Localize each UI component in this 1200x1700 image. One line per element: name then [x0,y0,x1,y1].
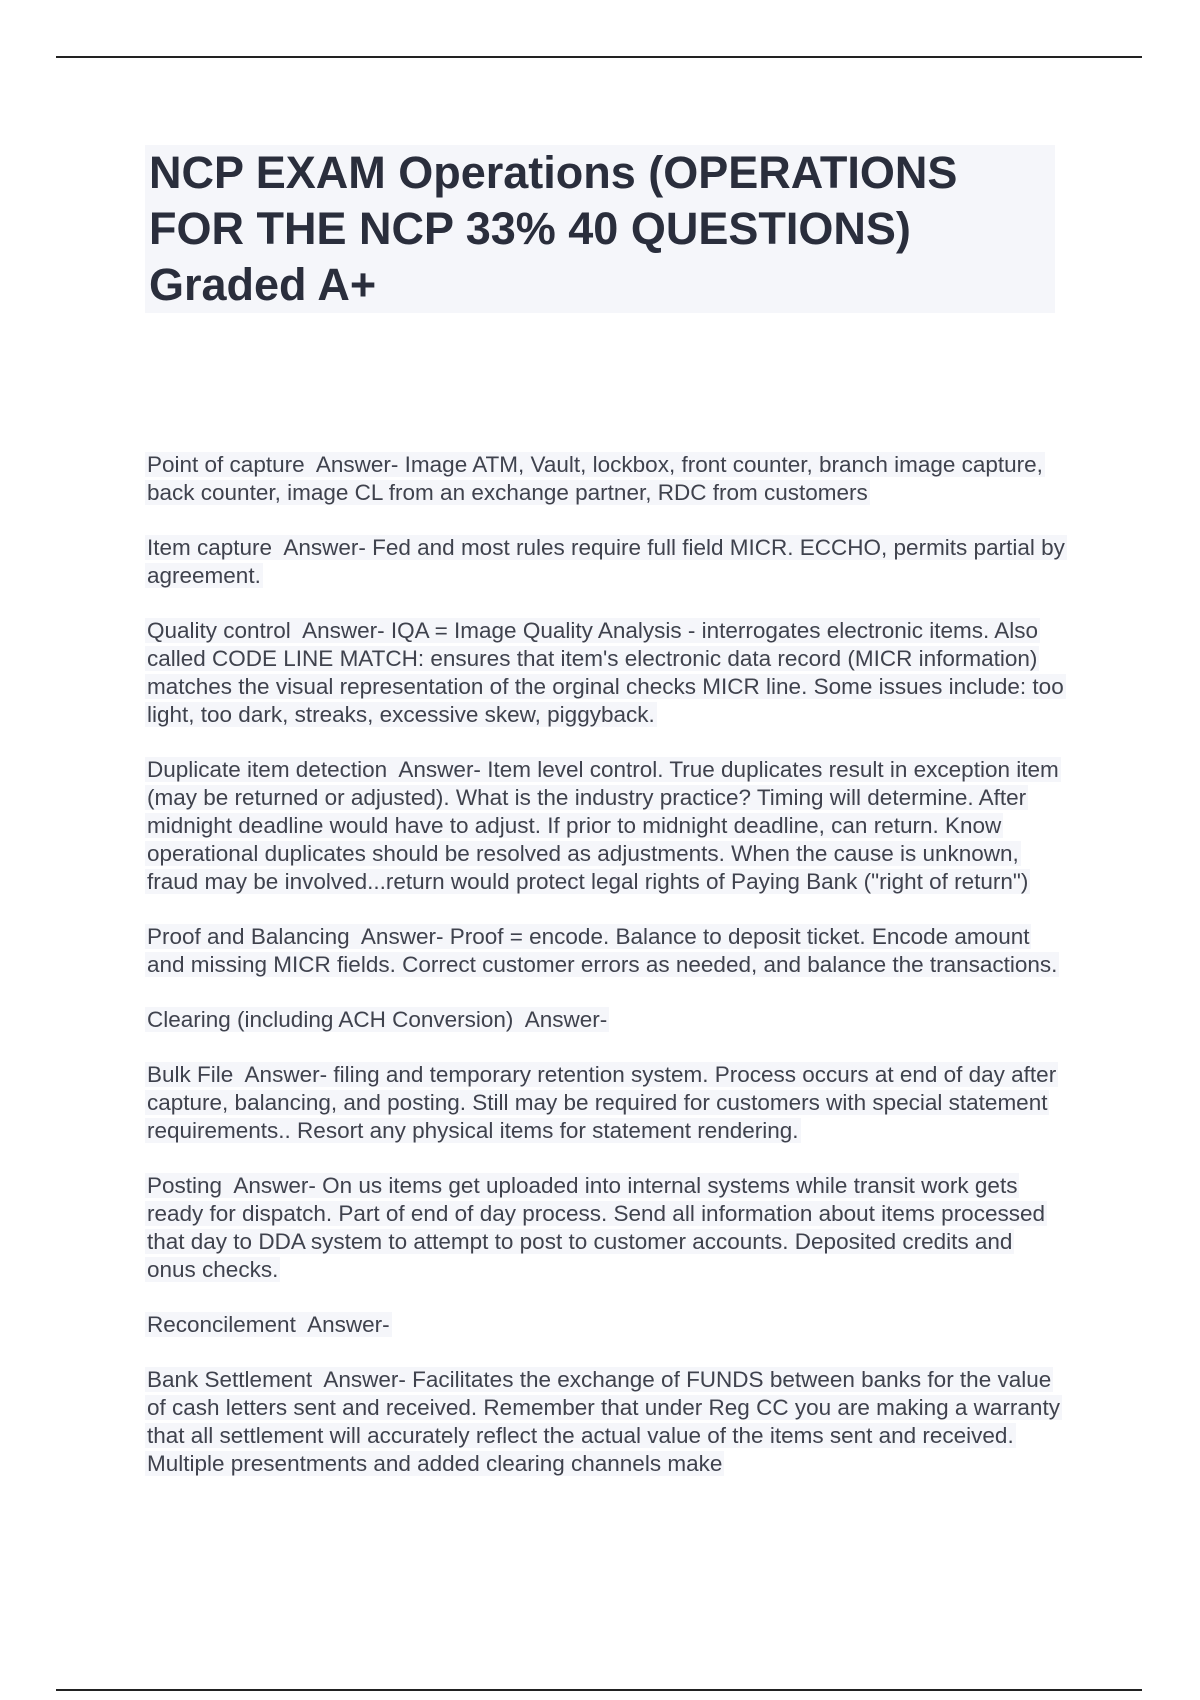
bottom-rule [56,1689,1142,1691]
qa-answer-label: Answer- [307,1312,390,1337]
qa-answer-label: Answer- [233,1173,316,1198]
qa-answer: Proof = encode. Balance to deposit ticket. Encode amount and missing MICR fields. Correct customer errors as needed, and balance the transactions. [147,924,1058,977]
qa-answer: Facilitates the exchange of FUNDS between banks for the value of cash letters sent and received. Remember that under Reg CC you are making a warranty that all settlement will accurately reflect the actual value of the items sent and received. Multiple presentments and added clearing channels make [147,1367,1060,1476]
qa-answer-label: Answer- [323,1367,406,1392]
qa-entry [145,1366,1065,1478]
qa-entry [145,1006,1065,1034]
qa-answer-label: Answer- [315,452,399,477]
qa-answer-label: Answer- [244,1062,328,1087]
qa-answer: Image ATM, Vault, lockbox, front counter, branch image capture, back counter, image CL from an exchange partner, RDC from customers [147,452,1043,505]
qa-entry [145,534,1065,590]
qa-entry [145,1172,1065,1284]
qa-answer: filing and temporary retention system. Process occurs at end of day after capture, balancing, and posting. Still may be required for customers with special statement requirements.. Resort any physical items for statement rendering. [147,1062,1057,1143]
qa-entry [145,1311,1065,1339]
qa-list [145,451,1065,1505]
qa-term: Clearing (including ACH Conversion) [147,1007,514,1032]
qa-term: Posting [147,1173,223,1198]
qa-term: Quality control [147,618,291,643]
top-rule [56,56,1142,58]
qa-term: Bank Settlement [147,1367,313,1392]
qa-entry [145,923,1065,979]
qa-entry [145,451,1065,507]
qa-answer-label: Answer- [360,924,444,949]
qa-term: Item capture [147,535,273,560]
qa-answer: Fed and most rules require full field MICR. ECCHO, permits partial by agreement. [147,535,1065,588]
qa-term: Proof and Balancing [147,924,350,949]
qa-answer: Item level control. True duplicates result in exception item (may be returned or adjusted). What is the industry practice? Timing will determine. After midnight deadline would have to adjust. If prior to midnight deadline, can return. Know operational duplicates should be resolved as adjustments. When the cause is unknown, fraud may be involved...return would protect legal rights of Paying Bank ("right of return") [147,757,1059,894]
qa-entry [145,617,1065,729]
qa-answer-label: Answer- [302,618,385,643]
qa-entry [145,1061,1065,1145]
qa-answer: On us items get uploaded into internal systems while transit work gets ready for dispatch. Part of end of day process. Send all information about items processed that day to DDA system to attempt to post to customer accounts. Deposited credits and onus checks. [147,1173,1045,1282]
qa-answer: IQA = Image Quality Analysis - interrogates electronic items. Also called CODE LINE MATCH: ensures that item's electronic data record (MICR information) matches the visual representation of the orginal checks MICR line. Some issues include: too light, too dark, streaks, excessive skew, piggyback. [147,618,1064,727]
qa-term: Bulk File [147,1062,234,1087]
qa-answer-label: Answer- [524,1007,608,1032]
title-block [145,145,1055,313]
qa-term: Reconcilement [147,1312,296,1337]
qa-answer-label: Answer- [398,757,481,782]
qa-term: Point of capture [147,452,305,477]
qa-entry [145,756,1065,896]
qa-answer-label: Answer- [283,535,366,560]
document-title: NCP EXAM Operations (OPERATIONS FOR THE NCP 33% 40 QUESTIONS) Graded A+ [149,147,958,310]
qa-term: Duplicate item detection [147,757,388,782]
